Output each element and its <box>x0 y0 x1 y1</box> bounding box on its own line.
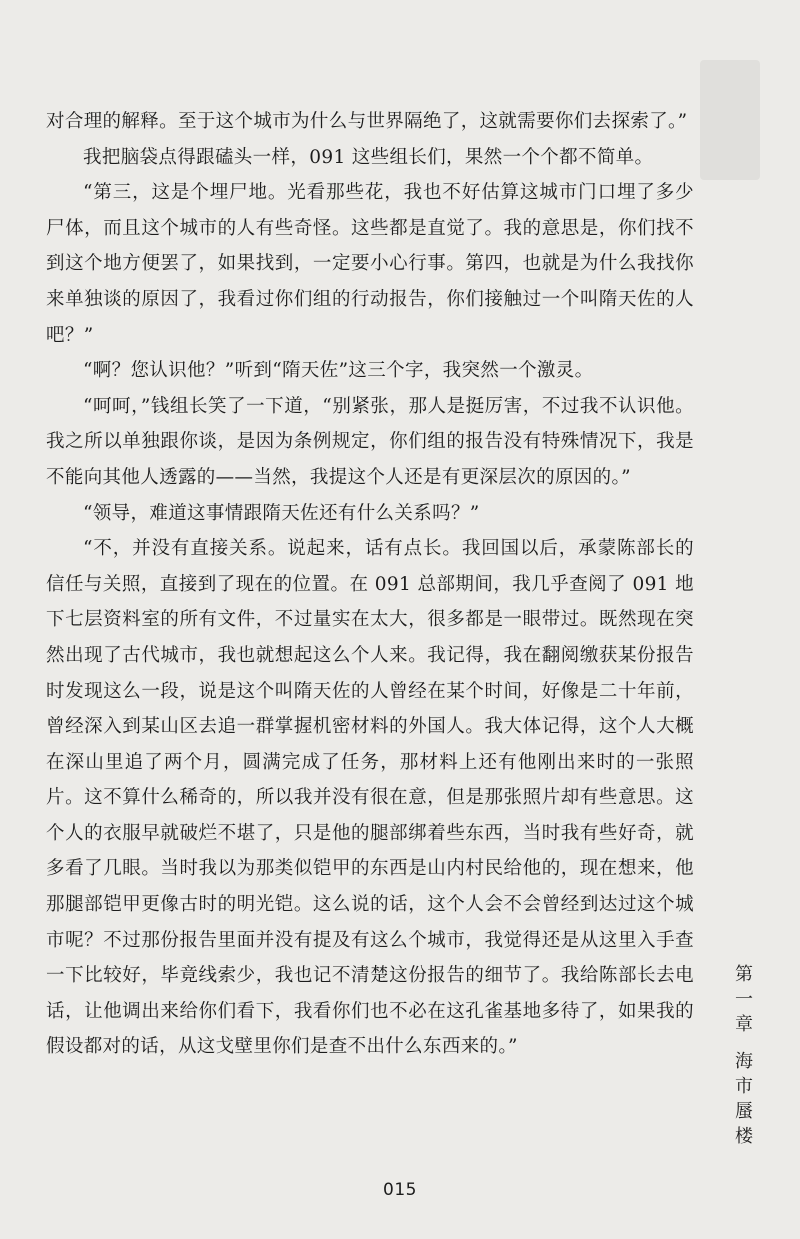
body-text <box>46 104 694 1065</box>
paragraph: 我把脑袋点得跟磕头一样，091 这些组长们，果然一个个都不简单。 <box>83 146 654 168</box>
bleed-through-shadow <box>700 60 760 180</box>
paragraph: 对合理的解释。至于这个城市为什么与世界隔绝了，这就需要你们去探索了。” <box>46 111 688 132</box>
chapter-number-char: 一 <box>735 989 753 1010</box>
paragraph: “不，并没有直接关系。说起来，话有点长。我回国以后，承蒙陈部长的信任与关照，直接到了现在的位置。在 091 总部期间，我几乎查阅了 091 地下七层资料室的所有文件，不过量实在太大，很多都是一眼带过。既然现在突然出现了古代城市，我也就想起这么个人来。我记得，我在翻阅缴获某份报告时发现这么一段，说是这个叫隋天佐的人曾经在某个时间，好像是二十年前，曾经深入到某山区去追一群掌握机密材料的外国人。我大体记得，这个人大概在深山里追了两个月，圆满完成了任务，那材料上还有他刚出来时的一张照片。这不算什么稀奇的，所以我并没有很在意，但是那张照片却有些意思。这个人的衣服早就破烂不堪了，只是他的腿部绑着些东西，当时我有些好奇，就多看了几眼。当时我以为那类似铠甲的东西是山内村民给他的，现在想来，他那腿部铠甲更像古时的明光铠。这么说的话，这个人会不会曾经到达过这个城市呢？不过那份报告里面并没有提及有这么个城市，我觉得还是从这里入手查一下比较好，毕竟线索少，我也记不清楚这份报告的细节了。我给陈部长去电话，让他调出来给你们看下，我看你们也不必在这孔雀基地多待了，如果我的假设都对的话，从这戈壁里你们是查不出什么东西来的。” <box>46 538 694 1058</box>
chapter-title-char: 海 <box>735 1051 753 1072</box>
paragraph: “第三，这是个埋尸地。光看那些花，我也不好估算这城市门口埋了多少尸体，而且这个城市的人有些奇怪。这些都是直觉了。我的意思是，你们找不到这个地方便罢了，如果找到，一定要小心行事。第四，也就是为什么我找你来单独谈的原因了，我看过你们组的行动报告，你们接触过一个叫隋天佐的人吧？” <box>46 182 694 346</box>
chapter-title-char: 蜃 <box>735 1101 753 1122</box>
chapter-title-char: 市 <box>735 1076 753 1097</box>
chapter-title-char: 楼 <box>735 1126 753 1147</box>
page-number: 015 <box>383 1180 417 1200</box>
paragraph: “呵呵，”钱组长笑了一下道，“别紧张，那人是挺厉害，不过我不认识他。我之所以单独跟你谈，是因为条例规定，你们组的报告没有特殊情况下，我是不能向其他人透露的——当然，我提这个人还是有更深层次的原因的。” <box>46 395 694 488</box>
chapter-side-label <box>730 962 758 1149</box>
paragraph: “啊？您认识他？”听到“隋天佐”这三个字，我突然一个激灵。 <box>83 360 594 382</box>
paragraph: “领导，难道这事情跟隋天佐还有什么关系吗？” <box>83 502 480 524</box>
chapter-number-char: 章 <box>735 1014 753 1035</box>
chapter-number-char: 第 <box>735 964 753 985</box>
